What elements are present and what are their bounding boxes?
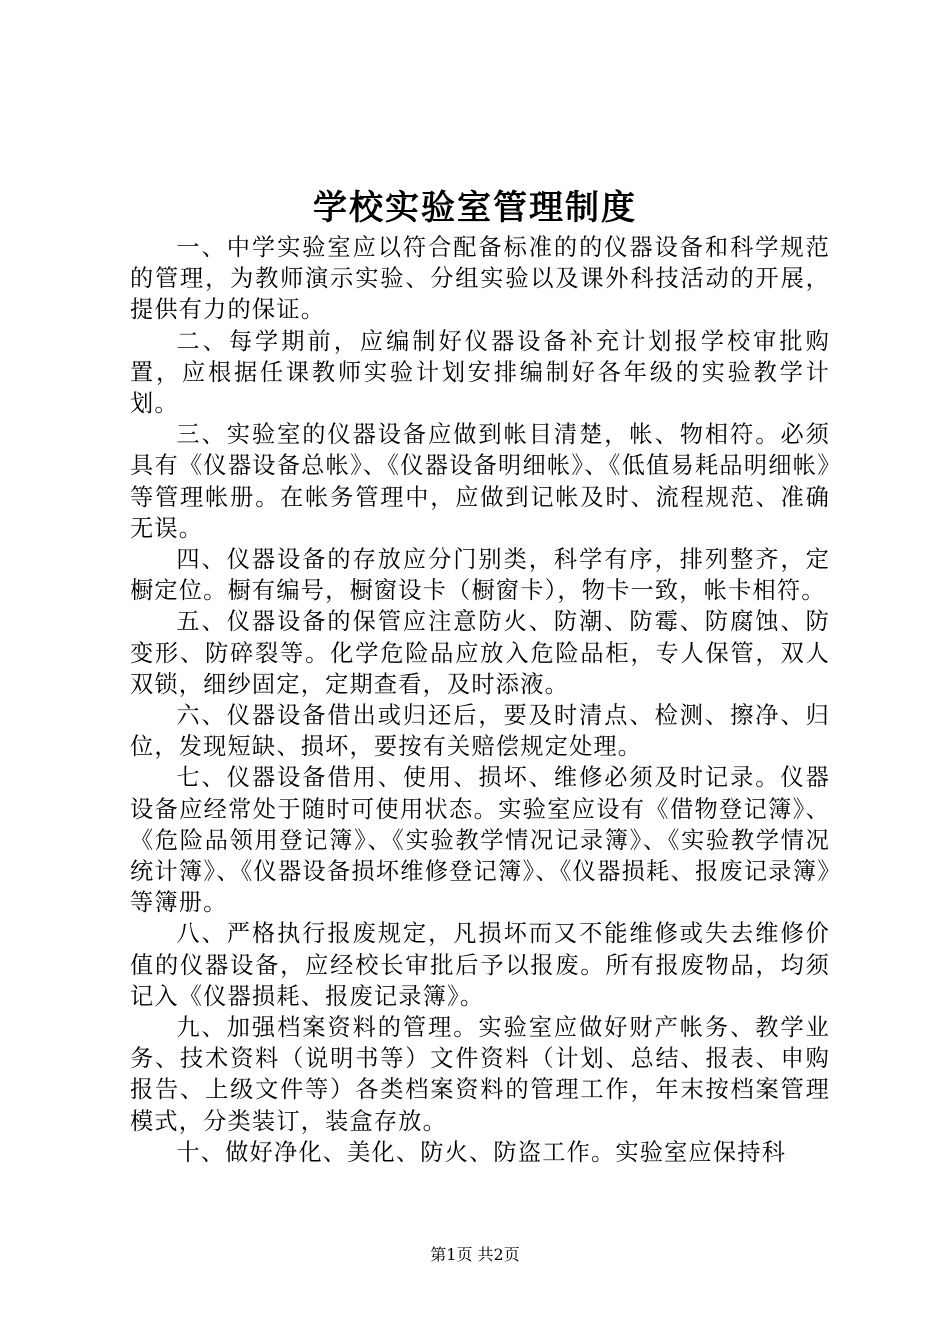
paragraph-8: 八、严格执行报废规定，凡损坏而又不能维修或失去维修价值的仪器设备，应经校长审批后予以报废。所有报废物品，均须记入《仪器损耗、报废记录簿》。 bbox=[130, 920, 830, 1010]
document-title: 学校实验室管理制度 bbox=[313, 188, 637, 228]
paragraph-4: 四、仪器设备的存放应分门别类，科学有序，排列整齐，定橱定位。橱有编号，橱窗设卡（橱窗卡），物卡一致，帐卡相符。 bbox=[130, 546, 830, 605]
paragraph-6: 六、仪器设备借出或归还后，要及时清点、检测、擦净、归位，发现短缺、损坏，要按有关赔偿规定处理。 bbox=[130, 702, 830, 761]
paragraph-9: 九、加强档案资料的管理。实验室应做好财产帐务、教学业务、技术资料（说明书等）文件资料（计划、总结、报表、申购报告、上级文件等）各类档案资料的管理工作，年末按档案管理模式，分类装订，装盒存放。 bbox=[130, 1014, 830, 1135]
paragraph-2: 二、每学期前，应编制好仪器设备补充计划报学校审批购置，应根据任课教师实验计划安排编制好各年级的实验教学计划。 bbox=[130, 327, 830, 418]
paragraph-3: 三、实验室的仪器设备应做到帐目清楚，帐、物相符。必须具有《仪器设备总帐》、《仪器设备明细帐》、《低值易耗品明细帐》等管理帐册。在帐务管理中，应做到记帐及时、流程规范、准确无误。 bbox=[130, 421, 830, 542]
paragraph-10: 十、做好净化、美化、防火、防盗工作。实验室应保持科 bbox=[176, 1138, 787, 1166]
document-body bbox=[130, 232, 830, 1168]
paragraph-5: 五、仪器设备的保管应注意防火、防潮、防霉、防腐蚀、防变形、防碎裂等。化学危险品应放入危险品柜，专人保管，双人双锁，细纱固定，定期查看，及时添液。 bbox=[130, 608, 830, 698]
page-number-label: 第1页 共2页 bbox=[430, 1245, 520, 1264]
paragraph-1: 一、中学实验室应以符合配备标准的的仪器设备和科学规范的管理，为教师演示实验、分组实验以及课外科技活动的开展，提供有力的保证。 bbox=[130, 234, 830, 324]
paragraph-7: 七、仪器设备借用、使用、损坏、维修必须及时记录。仪器设备应经常处于随时可使用状态。实验室应设有《借物登记簿》、《危险品领用登记簿》、《实验教学情况记录簿》、《实验教学情况统计簿》、《仪器设备损坏维修登记簿》、《仪器损耗、报废记录簿》等簿册。 bbox=[130, 764, 830, 917]
page-footer bbox=[0, 1244, 950, 1266]
